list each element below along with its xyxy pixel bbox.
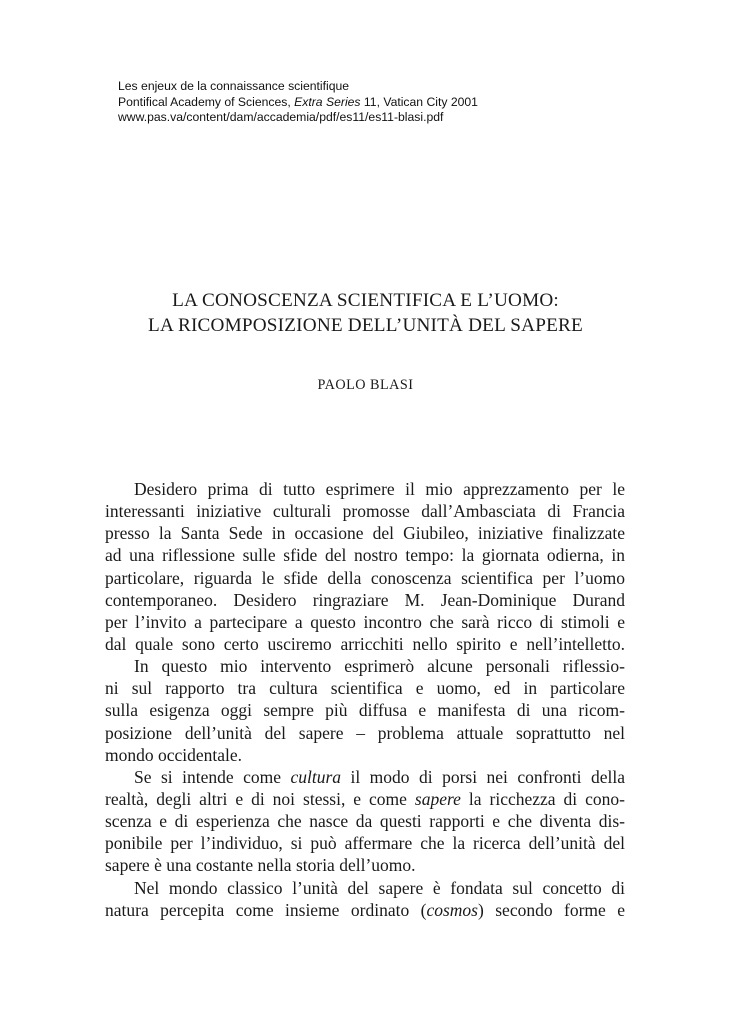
text-line bbox=[105, 766, 625, 788]
text-line: presso la Santa Sede in occasione del Giubileo, iniziative finalizzate bbox=[105, 523, 625, 544]
text-run: realtà, degli altri e di noi stessi, e come bbox=[105, 788, 415, 809]
text-line: particolare, riguarda le sfide della conoscenza scientifica per l’uomo bbox=[105, 567, 625, 588]
text-line: dal quale sono certo usciremo arricchiti nello spirito e nell’intelletto. bbox=[105, 633, 625, 654]
text-line: ad una riflessione sulle sfide del nostro tempo: la giornata odierna, in bbox=[105, 545, 625, 566]
text-line: In questo mio intervento esprimerò alcune personali riflessio- bbox=[134, 656, 625, 677]
source-url: www.pas.va/content/dam/accademia/pdf/es11/es11-blasi.pdf bbox=[118, 110, 444, 124]
text-run: natura percepita come insieme ordinato ( bbox=[105, 899, 427, 920]
text-line bbox=[105, 899, 625, 921]
text-run: Se si intende come bbox=[134, 766, 291, 787]
text-line bbox=[105, 788, 625, 810]
body-text bbox=[105, 478, 625, 921]
text-line: scenza e di esperienza che nasce da questi rapporti e che diventa dis- bbox=[105, 811, 625, 832]
text-line: sulla esigenza oggi sempre più diffusa e manifesta di una ricom- bbox=[105, 700, 625, 721]
series-name: Extra Series bbox=[294, 94, 361, 109]
author-name: PAOLO BLASI bbox=[317, 377, 414, 393]
italic-term: cultura bbox=[290, 766, 342, 787]
text-line: Nel mondo classico l’unità del sapere è fondata sul concetto di bbox=[134, 877, 625, 898]
paper-title bbox=[0, 288, 731, 338]
text-line: per l’invito a partecipare a questo incontro che sarà ricco di stimoli e bbox=[105, 611, 625, 632]
text-run: ) secondo forme e bbox=[477, 899, 625, 920]
text-run: la ricchezza di cono- bbox=[460, 788, 625, 809]
text-line: ponibile per l’individuo, si può affermare che la ricerca dell’unità del bbox=[105, 833, 625, 854]
text-line: posizione dell’unità del sapere – problema attuale soprattutto nel bbox=[105, 722, 625, 743]
title-line: LA RICOMPOSIZIONE DELL’UNITÀ DEL SAPERE bbox=[148, 315, 583, 336]
italic-term: cosmos bbox=[426, 899, 478, 920]
source-note-text: 11, Vatican City 2001 bbox=[360, 94, 478, 109]
source-note-line: Les enjeux de la connaissance scientifique bbox=[118, 79, 350, 93]
text-line: Desidero prima di tutto esprimere il mio apprezzamento per le bbox=[134, 479, 625, 499]
text-run: il modo di porsi nei confronti della bbox=[341, 766, 625, 787]
source-note-text: Pontifical Academy of Sciences, bbox=[118, 94, 295, 109]
text-line: contemporaneo. Desidero ringraziare M. Jean-Dominique Durand bbox=[105, 589, 625, 610]
text-line: mondo occidentale. bbox=[105, 744, 243, 765]
source-note bbox=[118, 79, 478, 126]
text-line: interessanti iniziative culturali promosse dall’Ambasciata di Francia bbox=[105, 501, 625, 522]
title-line: LA CONOSCENZA SCIENTIFICA E L’UOMO: bbox=[172, 290, 559, 311]
text-line: sapere è una costante nella storia dell’uomo. bbox=[105, 855, 416, 876]
source-note-line bbox=[118, 95, 478, 111]
italic-term: sapere bbox=[414, 788, 461, 809]
text-line: ni sul rapporto tra cultura scientifica e uomo, ed in particolare bbox=[105, 678, 625, 699]
